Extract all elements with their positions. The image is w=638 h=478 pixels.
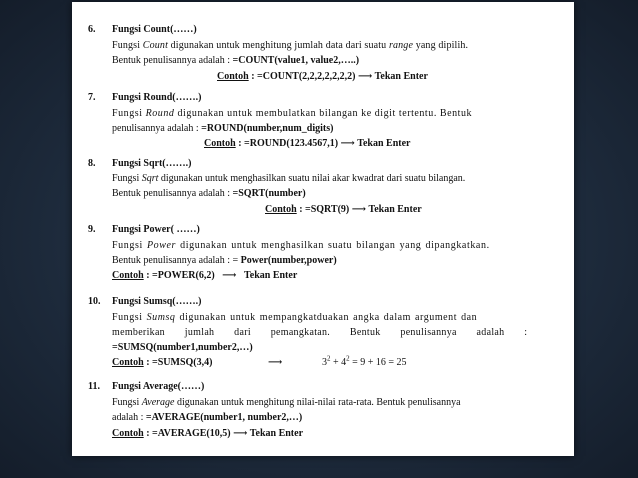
- function-name: Sqrt: [141, 173, 159, 184]
- example-line: [217, 71, 428, 83]
- item-title: Fungsi Count(……): [112, 24, 197, 35]
- example-line: [265, 204, 422, 216]
- right-arrow-icon: ⟶: [351, 204, 367, 215]
- syntax-label: penulisannya adalah :: [112, 123, 202, 134]
- item-number: 8.: [88, 158, 96, 169]
- description: [112, 397, 562, 409]
- slide-page: [72, 2, 574, 456]
- sumsq-result: [322, 354, 407, 369]
- desc-text: Fungsi: [112, 108, 146, 119]
- example-formula: : =ROUND(123.4567,1): [235, 138, 339, 149]
- example-result: Tekan Enter: [249, 428, 304, 439]
- right-arrow-icon: ⟶: [222, 270, 237, 281]
- syntax-label: Bentuk penulisannya adalah :: [112, 188, 233, 199]
- item-title: Fungsi Power( ……): [112, 224, 200, 235]
- right-arrow-icon: ⟶: [268, 357, 283, 368]
- desc-text: digunakan untuk mempangkatduakan angka dalam argument dan: [175, 312, 478, 323]
- function-name: Power: [146, 240, 177, 251]
- description: [112, 173, 562, 185]
- desc-text: digunakan untuk menghasilkan suatu nilai akar kwadrat dari suatu bilangan.: [158, 173, 466, 184]
- desc-text: Fungsi: [112, 240, 147, 251]
- function-name: Round: [145, 108, 175, 119]
- exponent: 2: [346, 354, 350, 363]
- syntax-formula: =AVERAGE(number1, number2,…): [145, 412, 303, 423]
- range-term: range: [388, 40, 414, 51]
- example-label: Contoh: [112, 428, 144, 439]
- example-label: Contoh: [217, 71, 249, 82]
- desc-text: Fungsi: [112, 173, 142, 184]
- syntax-line: [112, 55, 562, 67]
- item-title: Fungsi Round(…….): [112, 92, 202, 103]
- example-result: Tekan Enter: [374, 71, 428, 82]
- example-line: [112, 357, 212, 369]
- item-title: Fungsi Sumsq(…….): [112, 296, 202, 307]
- example-formula: : =POWER(6,2): [143, 270, 215, 281]
- item-title: Fungsi Average(……): [112, 381, 205, 392]
- example-formula: : =AVERAGE(10,5): [143, 428, 231, 439]
- example-line: [112, 270, 297, 282]
- example-line: [204, 138, 410, 150]
- example-formula: : =SQRT(9): [296, 204, 350, 215]
- item-title: Fungsi Sqrt(…….): [112, 158, 192, 169]
- desc-text: digunakan untuk menghitung jumlah data dari suatu: [168, 40, 389, 51]
- exponent: 2: [327, 354, 331, 363]
- syntax-label: adalah :: [112, 412, 146, 423]
- item-number: 7.: [88, 92, 96, 103]
- item-number: 11.: [88, 381, 100, 392]
- syntax-formula: =SUMSQ(number1,number2,…): [112, 342, 253, 353]
- right-arrow-icon: ⟶: [340, 138, 355, 149]
- item-number: 9.: [88, 224, 96, 235]
- syntax-line: [112, 412, 562, 424]
- example-label: Contoh: [204, 138, 236, 149]
- desc-text: Fungsi: [112, 397, 142, 408]
- syntax-line: [112, 255, 562, 267]
- example-label: Contoh: [265, 204, 297, 215]
- result-sum: = 9 + 16 = 25: [349, 357, 407, 368]
- desc-text: digunakan untuk menghasilkan suatu bilangan yang dipangkatkan.: [176, 240, 490, 251]
- function-name: Count: [142, 40, 168, 51]
- result-base: 3: [322, 357, 327, 368]
- desc-text: digunakan untuk menghitung nilai-nilai rata-rata. Bentuk penulisannya: [174, 397, 461, 408]
- description: memberikan jumlah dari pemangkatan. Bentuk penulisannya adalah :: [112, 327, 528, 338]
- description: [112, 240, 562, 252]
- example-formula: : =SUMSQ(3,4): [143, 357, 213, 368]
- right-arrow-icon: ⟶: [358, 71, 373, 82]
- syntax-label: Bentuk penulisannya adalah :: [112, 55, 233, 66]
- example-label: Contoh: [112, 270, 144, 281]
- example-result: Tekan Enter: [244, 270, 298, 281]
- result-base: + 4: [330, 357, 347, 368]
- desc-text: Fungsi: [112, 40, 143, 51]
- example-result: Tekan Enter: [368, 204, 422, 215]
- function-name: Average: [141, 397, 175, 408]
- right-arrow-icon: ⟶: [233, 428, 248, 439]
- desc-text: digunakan untuk membulatkan bilangan ke digit tertentu. Bentuk: [174, 108, 473, 119]
- description: [112, 40, 562, 52]
- syntax-formula: =COUNT(value1, value2,…..): [232, 55, 360, 66]
- syntax-formula: =ROUND(number,num_digits): [201, 123, 334, 134]
- example-label: Contoh: [112, 357, 144, 368]
- item-number: 6.: [88, 24, 96, 35]
- example-formula: : =COUNT(2,2,2,2,2,2,2): [248, 71, 356, 82]
- syntax-line: [112, 188, 562, 200]
- syntax-label: Bentuk penulisannya adalah : =: [112, 255, 241, 266]
- syntax-line: [112, 123, 562, 135]
- syntax-formula: Power(number,power): [240, 255, 337, 266]
- example-result: Tekan Enter: [357, 138, 411, 149]
- desc-text: Fungsi: [112, 312, 147, 323]
- function-name: Sumsq: [146, 312, 176, 323]
- description: [112, 108, 562, 120]
- syntax-formula: =SQRT(number): [232, 188, 306, 199]
- desc-text: yang dipilih.: [413, 40, 469, 51]
- item-number: 10.: [88, 296, 101, 307]
- example-line: [112, 428, 303, 440]
- description: [112, 312, 562, 324]
